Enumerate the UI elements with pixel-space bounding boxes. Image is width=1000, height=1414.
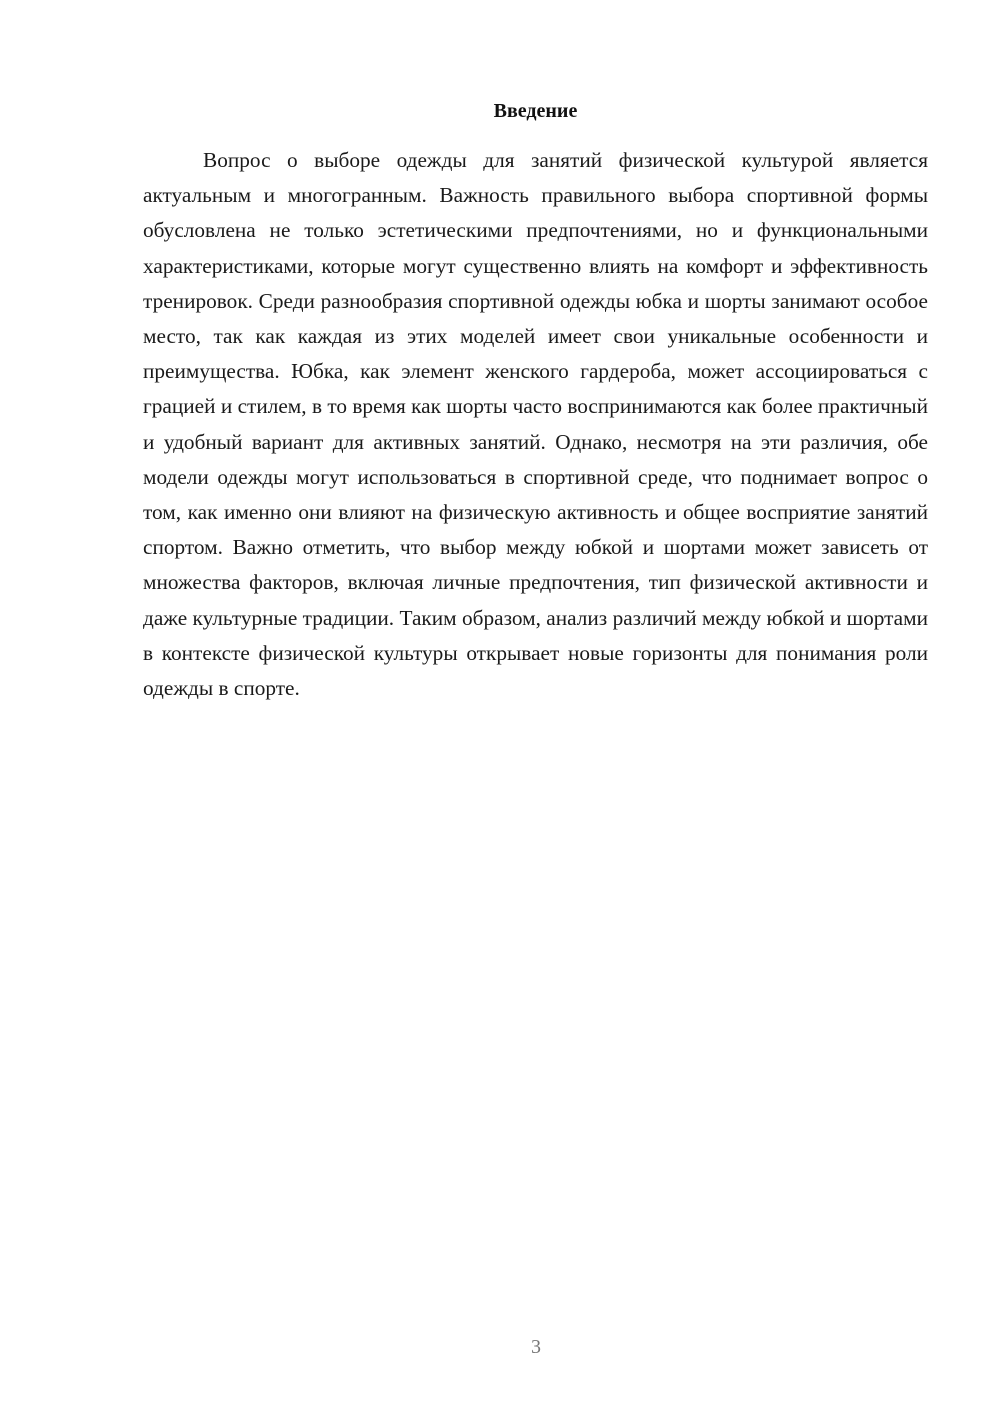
section-heading: Введение: [493, 100, 578, 122]
page-number: 3: [531, 1336, 541, 1358]
body-paragraph: Вопрос о выборе одежды для занятий физической культурой является актуальным и многогранным. Важность правильного выбора спортивной формы обусловлена не только эстетическими предпочтениями, но и функциональными характеристиками, которые могут существенно влиять на комфорт и эффективность тренировок. Среди разнообразия спортивной одежды юбка и шорты занимают особое место, так как каждая из этих моделей имеет свои уникальные особенности и преимущества. Юбка, как элемент женского гардероба, может ассоциироваться с грацией и стилем, в то время как шорты часто воспринимаются как более практичный и удобный вариант для активных занятий. Однако, несмотря на эти различия, обе модели одежды могут использоваться в спортивной среде, что поднимает вопрос о том, как именно они влияют на физическую активность и общее восприятие занятий спортом. Важно отметить, что выбор между юбкой и шортами может зависеть от множества факторов, включая личные предпочтения, тип физической активности и даже культурные традиции. Таким образом, анализ различий между юбкой и шортами в контексте физической культуры открывает новые горизонты для понимания роли одежды в спорте.: [143, 148, 928, 701]
